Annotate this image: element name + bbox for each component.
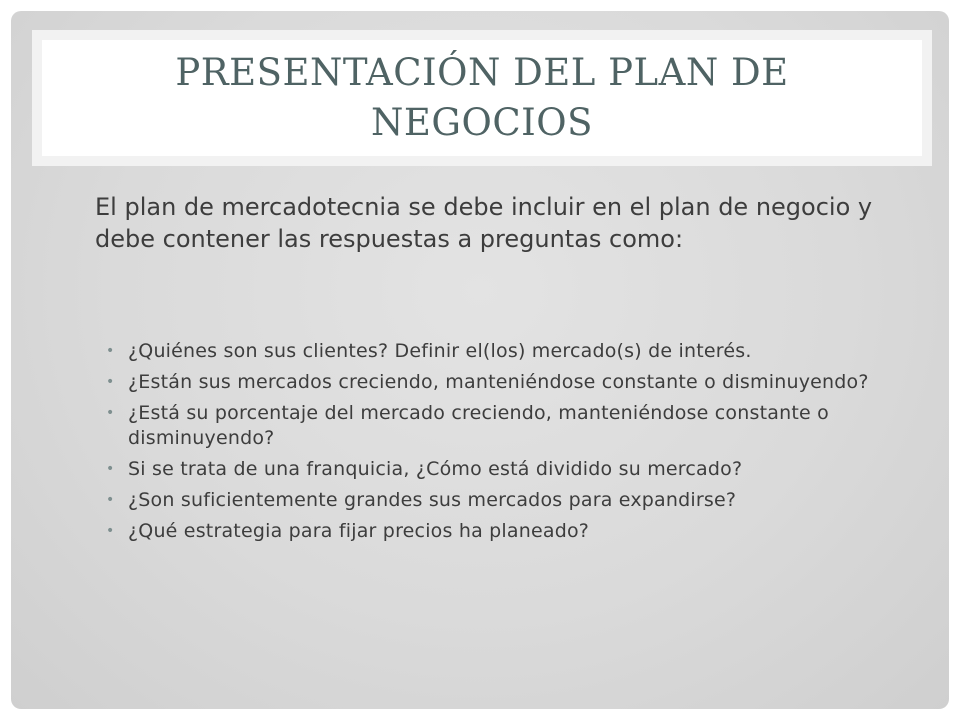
bullet-icon: • [106, 343, 115, 359]
bullet-item [106, 488, 926, 513]
slide [11, 11, 949, 709]
bullet-text: Si se trata de una franquicia, ¿Cómo está dividido su mercado? [128, 458, 743, 480]
bullet-icon: • [106, 523, 115, 539]
bullet-text: ¿Están sus mercados creciendo, manteniéndose constante o disminuyendo? [128, 371, 869, 393]
bullet-text: ¿Qué estrategia para fijar precios ha planeado? [128, 520, 590, 542]
slide-title: PRESENTACIÓN DEL PLAN DE NEGOCIOS [175, 51, 789, 144]
bullet-text: ¿Son suficientemente grandes sus mercados para expandirse? [128, 489, 737, 511]
bullet-item [106, 457, 926, 482]
bullet-item [106, 370, 926, 395]
bullet-text: ¿Quiénes son sus clientes? Definir el(los) mercado(s) de interés. [128, 340, 752, 362]
bullet-text: ¿Está su porcentaje del mercado creciendo, manteniéndose constante o disminuyendo? [128, 402, 829, 449]
bullet-icon: • [106, 374, 115, 390]
bullet-item [106, 519, 926, 544]
bullet-icon: • [106, 492, 115, 508]
title-box [32, 30, 932, 166]
bullet-icon: • [106, 461, 115, 477]
bullet-list [106, 339, 926, 550]
bullet-item [106, 339, 926, 364]
bullet-icon: • [106, 405, 115, 421]
intro-paragraph: El plan de mercadotecnia se debe incluir en el plan de negocio y debe contener las respuestas a preguntas como: [95, 193, 873, 253]
bullet-item [106, 401, 926, 451]
